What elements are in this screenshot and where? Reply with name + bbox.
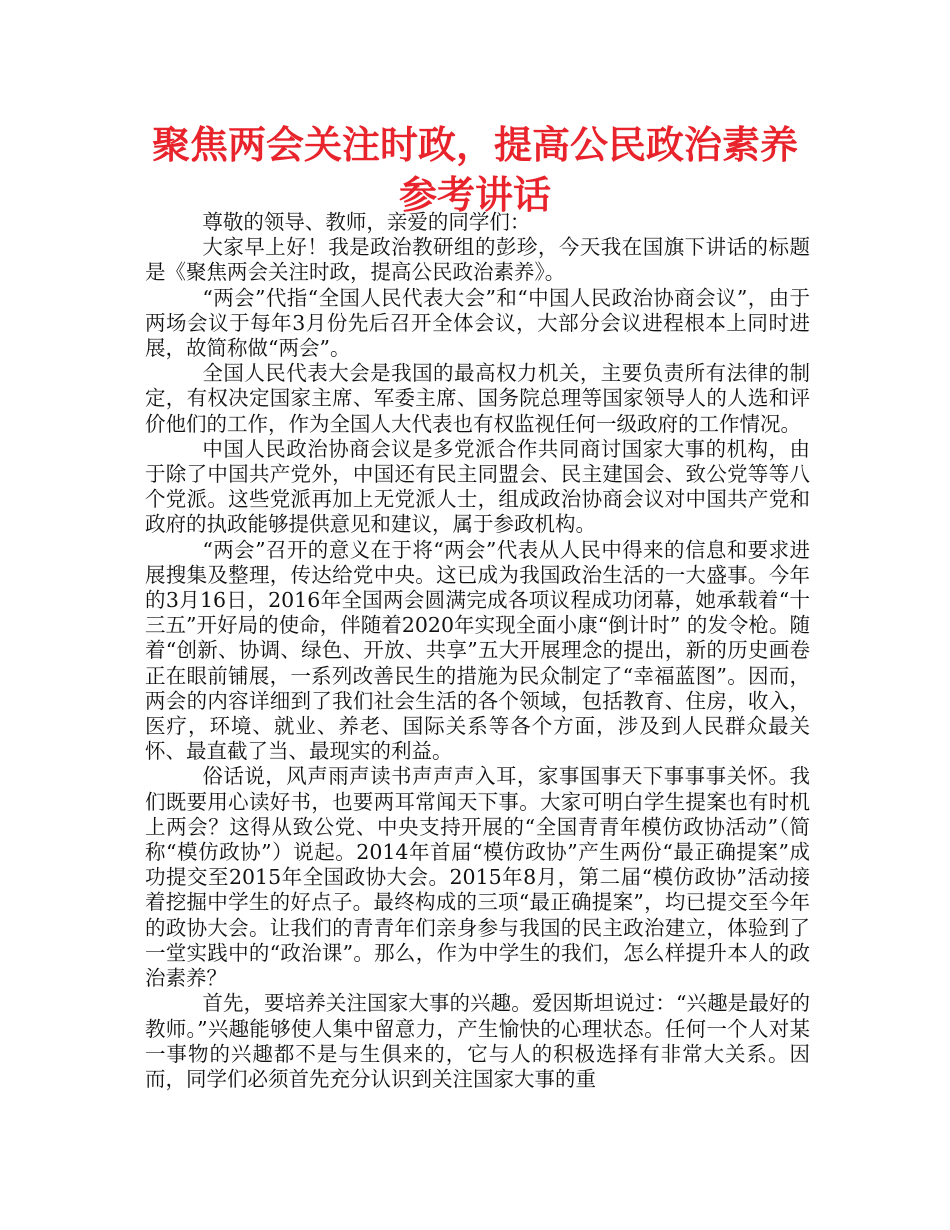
- interest-paragraph: 首先，要培养关注国家大事的兴趣。爱因斯坦说过：“兴趣是最好的教师。”兴趣能够使人集中留意力，产生愉快的心理状态。任何一个人对某一事物的兴趣都不是与生俱来的，它与人的积极选择有非常大关系。因而，同学们必须首先充分认识到关注国家大事的重: [145, 991, 810, 1091]
- greeting-paragraph: 大家早上好！我是政治教研组的彭珍，今天我在国旗下讲话的标题是《聚焦两会关注时政，提高公民政治素养》。: [145, 235, 810, 285]
- significance-paragraph: “两会”召开的意义在于将“两会”代表从人民中得来的信息和要求进展搜集及整理，传达给党中央。这已成为我国政治生活的一大盛事。今年的3月16日，2016年全国两会圆满完成各项议程成功闭幕，她承载着“十三五”开好局的使命，伴随着2020年实现全面小康“倒计时” 的发令枪。随着“创新、协调、绿色、开放、共享”五大开展理念的提出，新的历史画卷正在眼前铺展，一系列改善民生的措施为民众制定了“幸福蓝图”。因而，两会的内容详细到了我们社会生活的各个领域，包括教育、住房，收入，医疗，环境、就业、养老、国际关系等各个方面，涉及到人民群众最关怀、最直截了当、最现实的利益。: [145, 537, 810, 764]
- salutation-paragraph: 尊敬的领导、教师，亲爱的同学们：: [202, 210, 531, 234]
- two-sessions-definition-paragraph: “两会”代指“全国人民代表大会”和“中国人民政治协商会议”，由于两场会议于每年3月份先后召开全体会议，大部分会议进程根本上同时进展，故简称做“两会”。: [145, 285, 810, 361]
- cppcc-paragraph: 中国人民政治协商会议是多党派合作共同商讨国家大事的机构，由于除了中国共产党外，中国还有民主同盟会、民主建国会、致公党等等八个党派。这些党派再加上无党派人士，组成政治协商会议对中国共产党和政府的执政能够提供意见和建议，属于参政机构。: [145, 436, 810, 537]
- document-title: 聚焦两会关注时政，提高公民政治素养参考讲话: [151, 123, 798, 217]
- npc-paragraph: 全国人民代表大会是我国的最高权力机关，主要负责所有法律的制定，有权决定国家主席、军委主席、国务院总理等国家领导人的人选和评价他们的工作，作为全国人大代表也有权监视任何一级政府的工作情况。: [145, 361, 810, 436]
- document-body: [145, 210, 810, 1092]
- student-proposal-paragraph: 俗话说，风声雨声读书声声声入耳，家事国事天下事事事关怀。我们既要用心读好书，也要两耳常闻天下事。大家可明白学生提案也有时机上两会？这得从致公党、中央支持开展的“全国青青年模仿政协活动”（简称“模仿政协”）说起。2014年首届“模仿政协”产生两份“最正确提案”成功提交至2015年全国政协大会。2015年8月，第二届“模仿政协”活动接着挖掘中学生的好点子。最终构成的三项“最正确提案”，均已提交至今年的政协大会。让我们的青青年们亲身参与我国的民主政治建立，体验到了一堂实践中的“政治课”。那么，作为中学生的我们，怎么样提升本人的政治素养？: [145, 764, 810, 991]
